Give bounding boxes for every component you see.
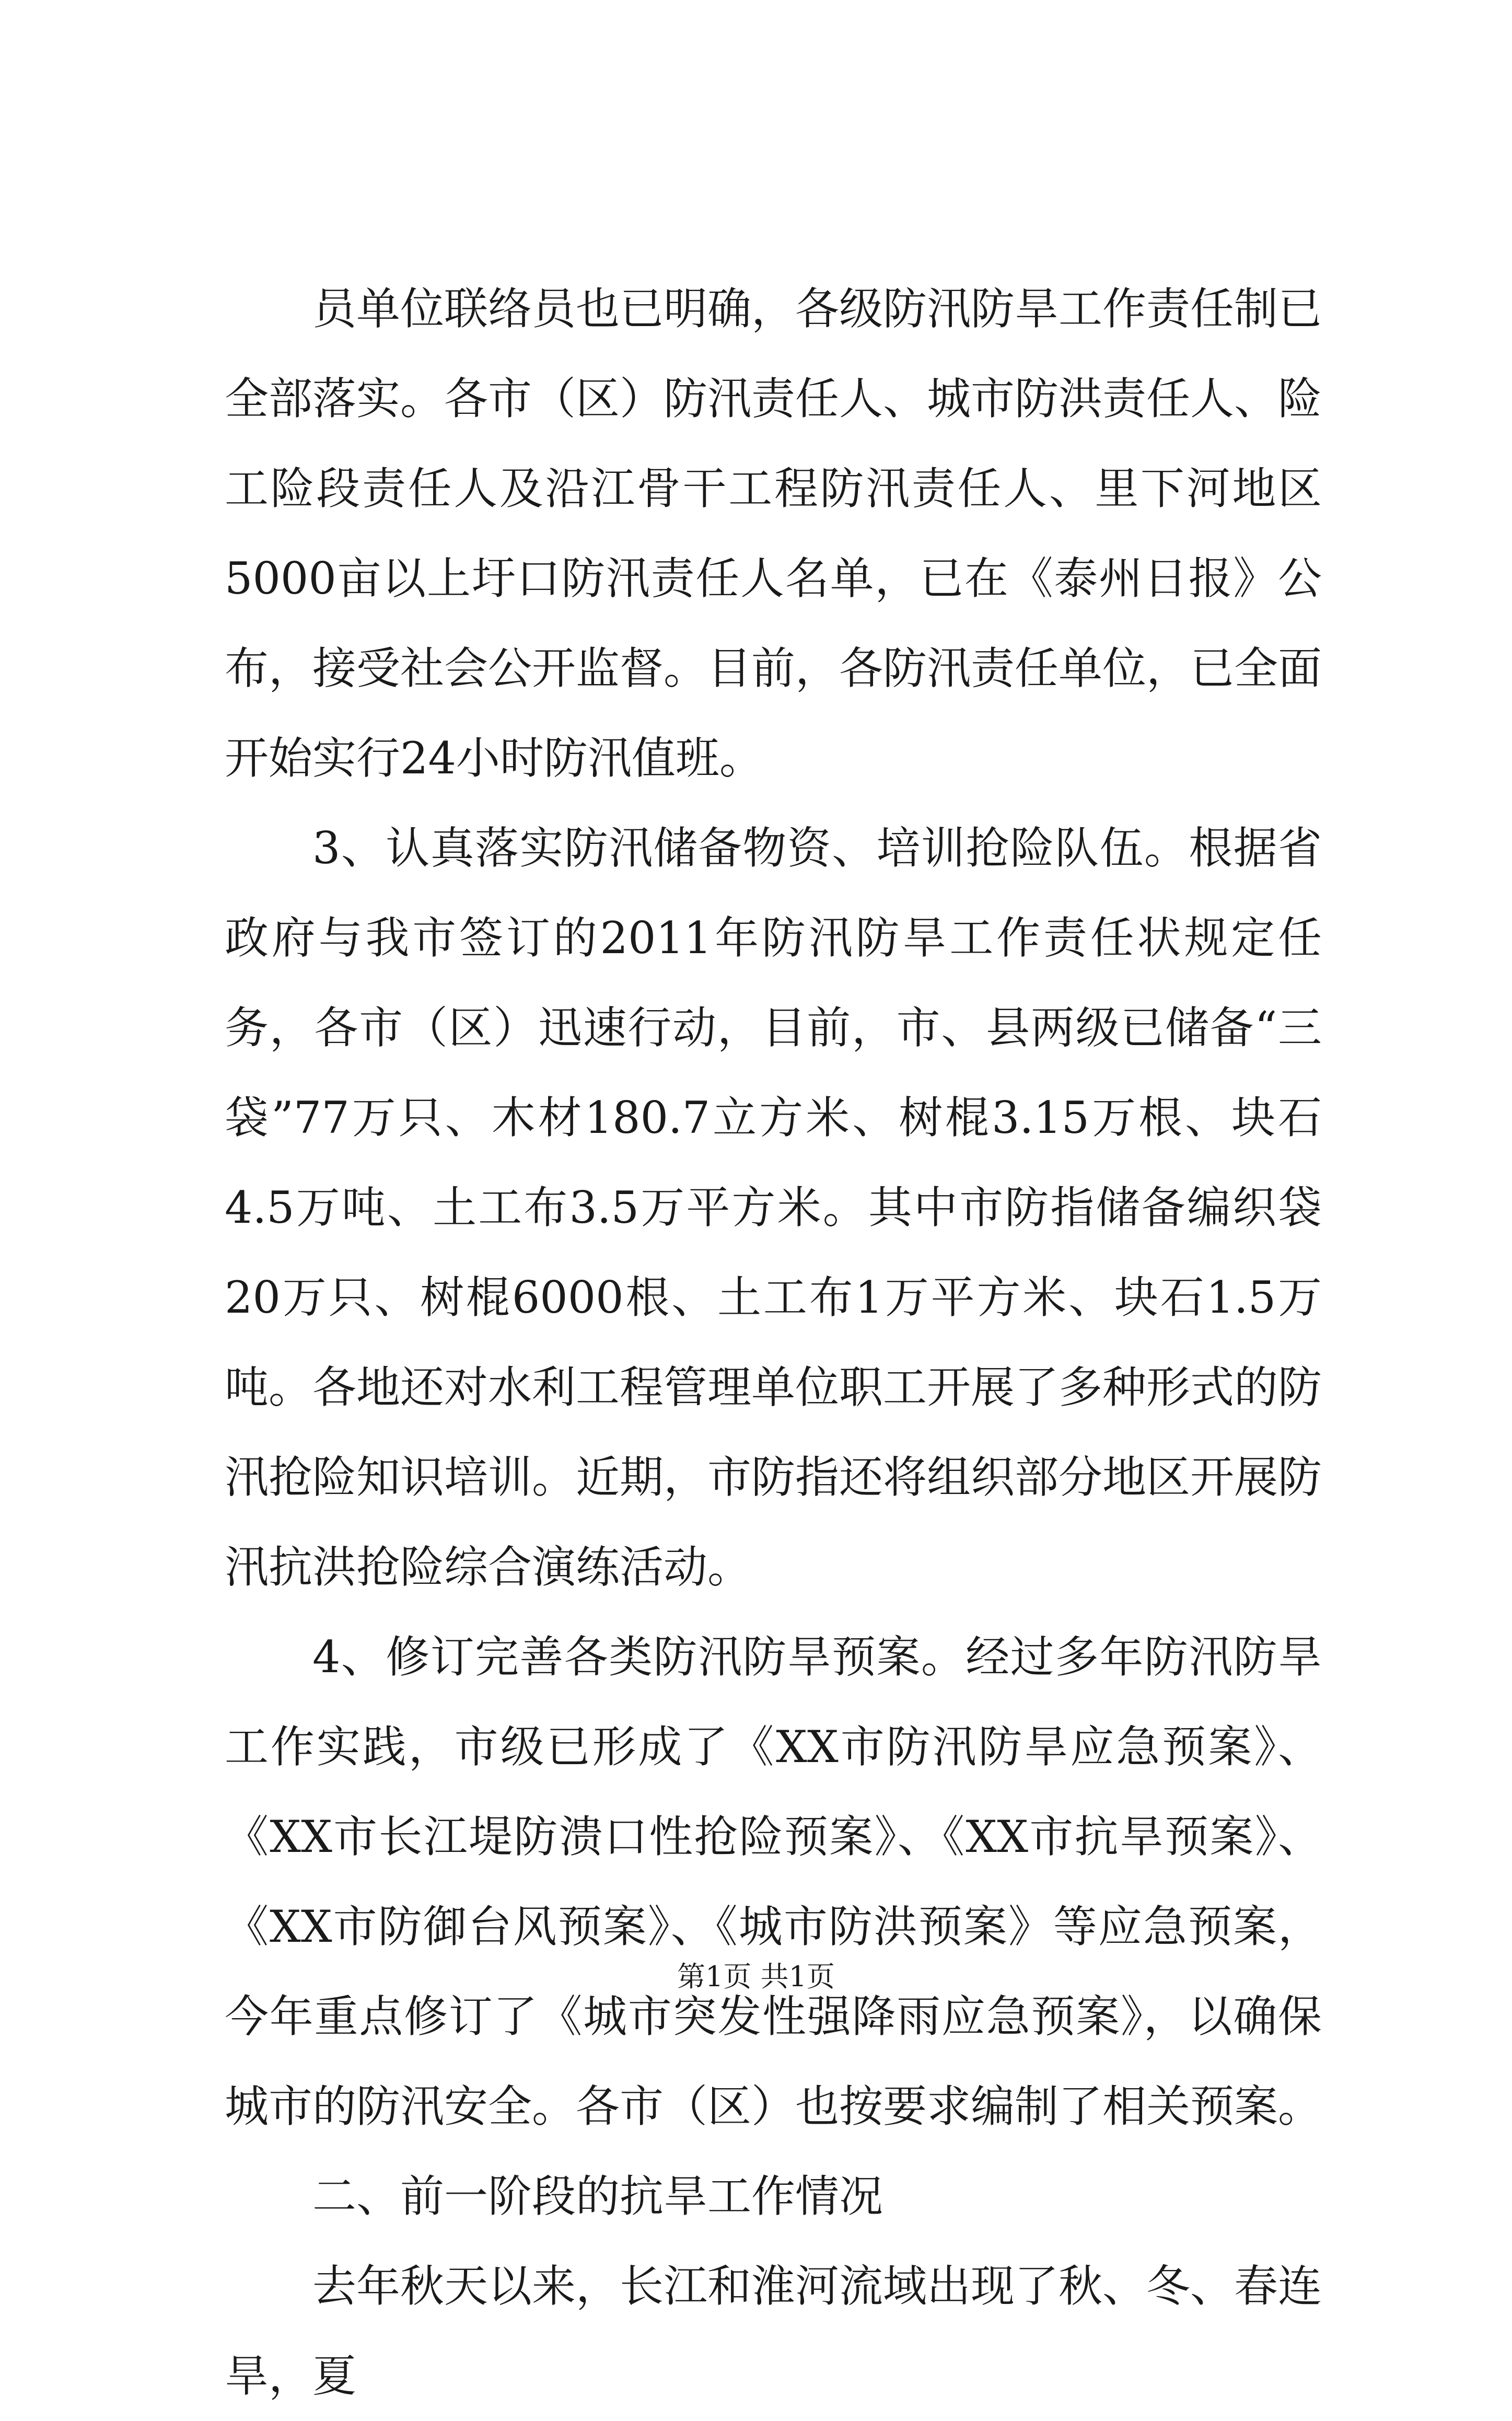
paragraph: 4、修订完善各类防汛防旱预案。经过多年防汛防旱工作实践，市级已形成了《XX市防汛防旱应急预案》、《XX市长江堤防溃口性抢险预案》、《XX市抗旱预案》、《XX市防御台风预案》、《城市防洪预案》等应急预案，今年重点修订了《城市突发性强降雨应急预案》，以确保城市的防汛安全。各市（区）也按要求编制了相关预案。 xyxy=(225,1631,1322,2132)
section-heading: 二、前一阶段的抗旱工作情况 xyxy=(312,2171,883,2222)
paragraph: 3、认真落实防汛储备物资、培训抢险队伍。根据省政府与我市签订的2011年防汛防旱工作责任状规定任务，各市（区）迅速行动，目前，市、县两级已储备“三袋”77万只、木材180.7立方米、树棍3.15万根、块石4.5万吨、土工布3.5万平方米。其中市防指储备编织袋20万只、树棍6000根、土工布1万平方米、块石1.5万吨。各地还对水利工程管理单位职工开展了多种形式的防汛抢险知识培训。近期，市防指还将组织部分地区开展防汛抗洪抢险综合演练活动。 xyxy=(225,823,1322,1593)
document-body xyxy=(225,264,1322,2421)
page-footer: 第1页 共1页 xyxy=(677,1960,835,1993)
paragraph: 去年秋天以来，长江和淮河流域出现了秋、冬、春连旱，夏 xyxy=(225,2261,1322,2402)
paragraph: 员单位联络员也已明确，各级防汛防旱工作责任制已全部落实。各市（区）防汛责任人、城市防洪责任人、险工险段责任人及沿江骨干工程防汛责任人、里下河地区5000亩以上圩口防汛责任人名单，已在《泰州日报》公布，接受社会公开监督。目前，各防汛责任单位，已全面开始实行24小时防汛值班。 xyxy=(225,283,1322,784)
